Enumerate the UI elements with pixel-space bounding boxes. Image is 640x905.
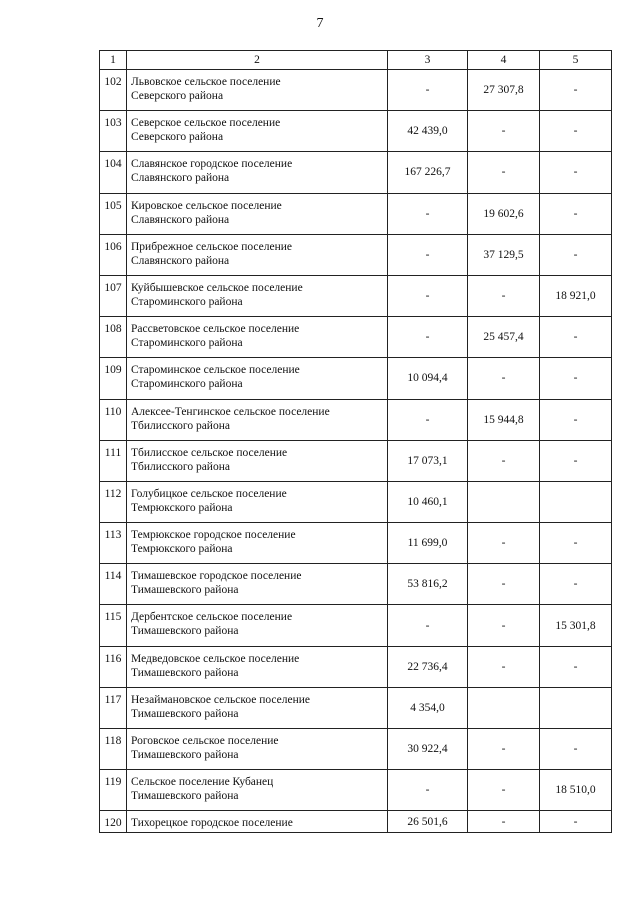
settlement-name	[127, 317, 388, 358]
value-col-5: -	[540, 152, 612, 193]
settlement-name	[127, 687, 388, 728]
row-number: 107	[100, 275, 127, 316]
value-col-4: -	[468, 811, 540, 833]
table-row	[100, 275, 612, 316]
value-col-4: -	[468, 564, 540, 605]
district-name-line: Северского района	[131, 131, 224, 144]
value-col-5: -	[540, 111, 612, 152]
value-col-5	[540, 687, 612, 728]
settlement-name-line: Дербентское сельское поселение	[131, 611, 293, 624]
value-col-4	[468, 481, 540, 522]
value-col-3: 42 439,0	[388, 111, 468, 152]
header-cell-1: 1	[100, 51, 127, 70]
settlement-name	[127, 729, 388, 770]
row-number: 111	[100, 440, 127, 481]
settlement-name-line: Медведовское сельское поселение	[131, 652, 300, 665]
value-col-5: -	[540, 317, 612, 358]
value-col-4: 19 602,6	[468, 193, 540, 234]
table-row	[100, 605, 612, 646]
settlement-name-line: Темрюкское городское поселение	[131, 529, 296, 542]
district-name-line: Староминского района	[131, 378, 243, 391]
settlement-name	[127, 399, 388, 440]
row-number: 110	[100, 399, 127, 440]
table-row	[100, 317, 612, 358]
settlement-name-line: Славянское городское поселение	[131, 158, 293, 171]
row-number: 105	[100, 193, 127, 234]
row-number: 112	[100, 481, 127, 522]
table-row	[100, 193, 612, 234]
value-col-4: -	[468, 440, 540, 481]
value-col-3: -	[388, 399, 468, 440]
settlement-name-line: Голубицкое сельское поселение	[131, 487, 287, 500]
row-number: 113	[100, 523, 127, 564]
table-row	[100, 770, 612, 811]
row-number: 116	[100, 646, 127, 687]
value-col-4: -	[468, 770, 540, 811]
district-name-line: Тимашевского района	[131, 790, 239, 803]
table-row	[100, 729, 612, 770]
table-row	[100, 811, 612, 833]
district-name-line: Тимашевского района	[131, 584, 239, 597]
value-col-4: -	[468, 729, 540, 770]
header-cell-2: 2	[127, 51, 388, 70]
value-col-3: -	[388, 770, 468, 811]
settlement-name	[127, 70, 388, 111]
district-name-line: Славянского района	[131, 172, 230, 185]
row-number: 120	[100, 811, 127, 833]
table-row	[100, 111, 612, 152]
value-col-5: -	[540, 729, 612, 770]
district-name-line: Темрюкского района	[131, 501, 233, 514]
district-name-line: Тбилисского района	[131, 460, 230, 473]
value-col-4: -	[468, 111, 540, 152]
row-number: 108	[100, 317, 127, 358]
value-col-3: -	[388, 605, 468, 646]
value-col-5: -	[540, 358, 612, 399]
district-name-line: Тимашевского района	[131, 749, 239, 761]
settlement-name-line: Тихорецкое городское поселение	[131, 817, 293, 830]
row-number: 109	[100, 358, 127, 399]
value-col-3: 10 094,4	[388, 358, 468, 399]
value-col-4	[468, 687, 540, 728]
value-col-4: 25 457,4	[468, 317, 540, 358]
header-cell-3: 3	[388, 51, 468, 70]
row-number: 102	[100, 70, 127, 111]
value-col-3: 11 699,0	[388, 523, 468, 564]
value-col-5: -	[540, 811, 612, 833]
settlement-name-line: Куйбышевское сельское поселение	[131, 281, 303, 294]
value-col-4: -	[468, 152, 540, 193]
table-row	[100, 70, 612, 111]
page-number: 7	[316, 16, 324, 31]
settlement-name-line: Алексее-Тенгинское сельское поселение	[131, 405, 330, 418]
data-table	[99, 50, 612, 833]
value-col-3: 22 736,4	[388, 646, 468, 687]
settlement-name-line: Незаймановское сельское поселение	[131, 693, 311, 706]
header-cell-5: 5	[540, 51, 612, 70]
settlement-name-line: Прибрежное сельское поселение	[131, 240, 292, 253]
row-number: 117	[100, 687, 127, 728]
header-cell-4: 4	[468, 51, 540, 70]
settlement-name	[127, 111, 388, 152]
value-col-3: -	[388, 275, 468, 316]
value-col-4: -	[468, 605, 540, 646]
settlement-name-line: Сельское поселение Кубанец	[131, 776, 274, 789]
value-col-3: -	[388, 70, 468, 111]
settlement-name	[127, 193, 388, 234]
settlement-name-line: Львовское сельское поселение	[131, 76, 281, 88]
settlement-name	[127, 358, 388, 399]
table-row	[100, 440, 612, 481]
settlement-name-line: Рассветовское сельское поселение	[131, 323, 300, 336]
table-row	[100, 523, 612, 564]
settlement-name-line: Тимашевское городское поселение	[131, 570, 302, 583]
settlement-name-line: Кировское сельское поселение	[131, 199, 282, 212]
district-name-line: Тимашевского района	[131, 625, 239, 638]
district-name-line: Тимашевского района	[131, 666, 239, 679]
value-col-5: -	[540, 523, 612, 564]
district-name-line: Тимашевского района	[131, 707, 239, 720]
settlement-name	[127, 523, 388, 564]
settlement-name	[127, 770, 388, 811]
settlement-name	[127, 152, 388, 193]
settlement-name	[127, 275, 388, 316]
row-number: 106	[100, 234, 127, 275]
value-col-5: -	[540, 193, 612, 234]
district-name-line: Тбилисского района	[131, 419, 230, 432]
row-number: 118	[100, 729, 127, 770]
row-number: 114	[100, 564, 127, 605]
table-row	[100, 152, 612, 193]
value-col-3: -	[388, 317, 468, 358]
value-col-5	[540, 481, 612, 522]
settlement-name	[127, 234, 388, 275]
settlement-name	[127, 605, 388, 646]
row-number: 119	[100, 770, 127, 811]
table-row	[100, 687, 612, 728]
settlement-name	[127, 811, 388, 833]
value-col-4: 15 944,8	[468, 399, 540, 440]
district-name-line: Славянского района	[131, 254, 230, 267]
value-col-5: 15 301,8	[540, 605, 612, 646]
value-col-3: 17 073,1	[388, 440, 468, 481]
value-col-3: 10 460,1	[388, 481, 468, 522]
table-row	[100, 564, 612, 605]
value-col-4: -	[468, 275, 540, 316]
value-col-4: 37 129,5	[468, 234, 540, 275]
table-row	[100, 234, 612, 275]
value-col-4: 27 307,8	[468, 70, 540, 111]
value-col-3: 53 816,2	[388, 564, 468, 605]
settlement-name-line: Роговское сельское поселение	[131, 735, 279, 747]
settlement-name	[127, 440, 388, 481]
value-col-5: -	[540, 70, 612, 111]
value-col-5: -	[540, 646, 612, 687]
value-col-3: 167 226,7	[388, 152, 468, 193]
value-col-4: -	[468, 523, 540, 564]
value-col-3: -	[388, 234, 468, 275]
value-col-5: -	[540, 399, 612, 440]
row-number: 104	[100, 152, 127, 193]
table-row	[100, 399, 612, 440]
district-name-line: Староминского района	[131, 337, 243, 350]
table-row	[100, 646, 612, 687]
header-row	[100, 51, 612, 70]
district-name-line: Славянского района	[131, 213, 230, 226]
row-number: 103	[100, 111, 127, 152]
value-col-5: 18 510,0	[540, 770, 612, 811]
settlement-name	[127, 564, 388, 605]
table-row	[100, 481, 612, 522]
district-name-line: Северского района	[131, 90, 224, 102]
table-body	[100, 70, 612, 833]
settlement-name-line: Северское сельское поселение	[131, 117, 281, 130]
district-name-line: Староминского района	[131, 295, 243, 308]
value-col-3: 26 501,6	[388, 811, 468, 833]
settlement-name	[127, 481, 388, 522]
value-col-5: -	[540, 440, 612, 481]
value-col-4: -	[468, 646, 540, 687]
value-col-5: 18 921,0	[540, 275, 612, 316]
value-col-3: -	[388, 193, 468, 234]
settlement-name-line: Староминское сельское поселение	[131, 364, 300, 377]
table-row	[100, 358, 612, 399]
value-col-3: 30 922,4	[388, 729, 468, 770]
district-name-line: Темрюкского района	[131, 543, 233, 556]
value-col-5: -	[540, 234, 612, 275]
settlement-name	[127, 646, 388, 687]
value-col-5: -	[540, 564, 612, 605]
value-col-4: -	[468, 358, 540, 399]
row-number: 115	[100, 605, 127, 646]
settlement-name-line: Тбилисское сельское поселение	[131, 446, 288, 459]
value-col-3: 4 354,0	[388, 687, 468, 728]
